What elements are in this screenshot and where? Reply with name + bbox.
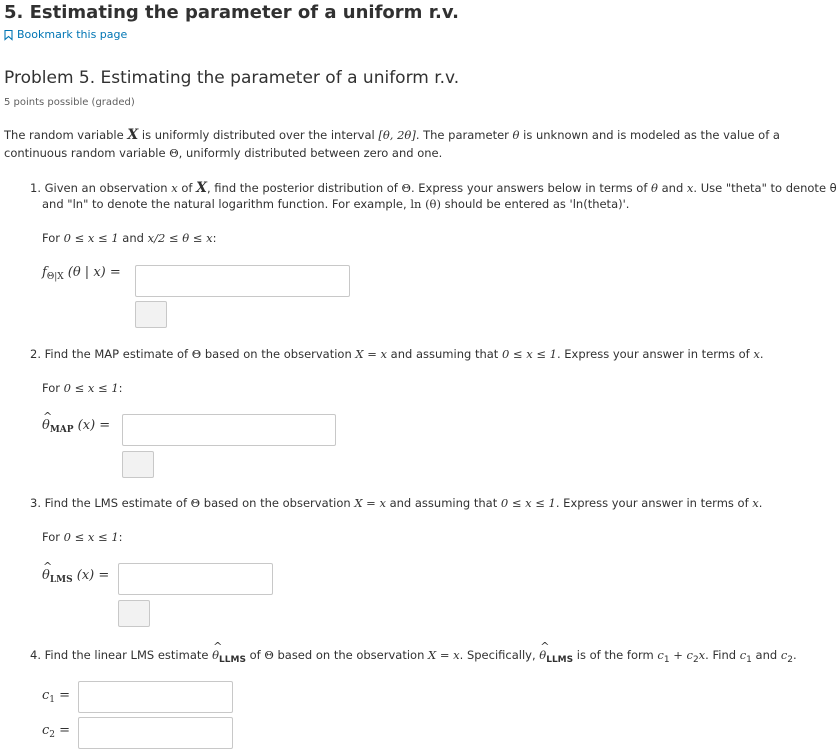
- problem-title: Problem 5. Estimating the parameter of a uniform r.v.: [4, 68, 460, 88]
- q3-answer-preview: [118, 600, 150, 627]
- bookmark-icon: [4, 30, 13, 40]
- q3-answer-input[interactable]: [118, 563, 273, 595]
- q1-answer-label: $f_{\Theta|X}$ (θ | x) =: [42, 265, 121, 282]
- unit-title: 5. Estimating the parameter of a uniform r.v.: [4, 2, 459, 23]
- q3-condition: For 0 ≤ x ≤ 1:: [42, 530, 123, 544]
- q2-answer-label: ^ $\theta_{MAP}$ (x) =: [42, 418, 110, 435]
- q3-text: 3. Find the LMS estimate of Θ based on the observation X = x and assuming that 0 ≤ x ≤ 1. Express your answer in terms of x.: [30, 496, 763, 510]
- q2-text: 2. Find the MAP estimate of Θ based on the observation X = x and assuming that 0 ≤ x ≤ 1. Express your answer in terms of x.: [30, 347, 764, 361]
- q1-text-line-2: and "ln" to denote the natural logarithm function. For example, ln (θ) should be entered as 'ln(theta)'.: [42, 197, 630, 211]
- q4-c1-label: $c_1$ =: [42, 688, 71, 705]
- q4-c1-input[interactable]: [78, 681, 233, 713]
- q1-text-line-1: 1. Given an observation x of X, find the posterior distribution of Θ. Express your answers below in terms of θ and x. Use "theta" to denote θ: [30, 180, 837, 196]
- q4-c2-label: $c_2$ =: [42, 723, 71, 740]
- q4-text: 4. Find the linear LMS estimate ^ $\theta_{LLMS}$ of Θ based on the observation X = x. Specifically, ^ $\theta_{LLMS}$ is of the form $c_1 + c_2x$. Find $c_1$ and $c_2$.: [30, 648, 797, 665]
- q1-answer-preview: [135, 301, 167, 328]
- q1-condition: For 0 ≤ x ≤ 1 and x/2 ≤ θ ≤ x:: [42, 231, 217, 245]
- bookmark-link[interactable]: [4, 28, 127, 41]
- q2-answer-input[interactable]: [122, 414, 336, 446]
- q2-condition: For 0 ≤ x ≤ 1:: [42, 381, 123, 395]
- q3-answer-label: ^ $\theta_{LMS}$ (x) =: [42, 568, 109, 585]
- points-possible: 5 points possible (graded): [4, 97, 135, 108]
- bookmark-label: Bookmark this page: [17, 28, 128, 41]
- q2-answer-preview: [122, 451, 154, 478]
- intro-line-2: continuous random variable Θ, uniformly distributed between zero and one.: [4, 146, 443, 160]
- intro-line-1: The random variable X is uniformly distributed over the interval [θ, 2θ]. The parameter θ is unknown and is modeled as the value of a: [4, 127, 780, 143]
- q1-answer-input[interactable]: [135, 265, 350, 297]
- q4-c2-input[interactable]: [78, 717, 233, 749]
